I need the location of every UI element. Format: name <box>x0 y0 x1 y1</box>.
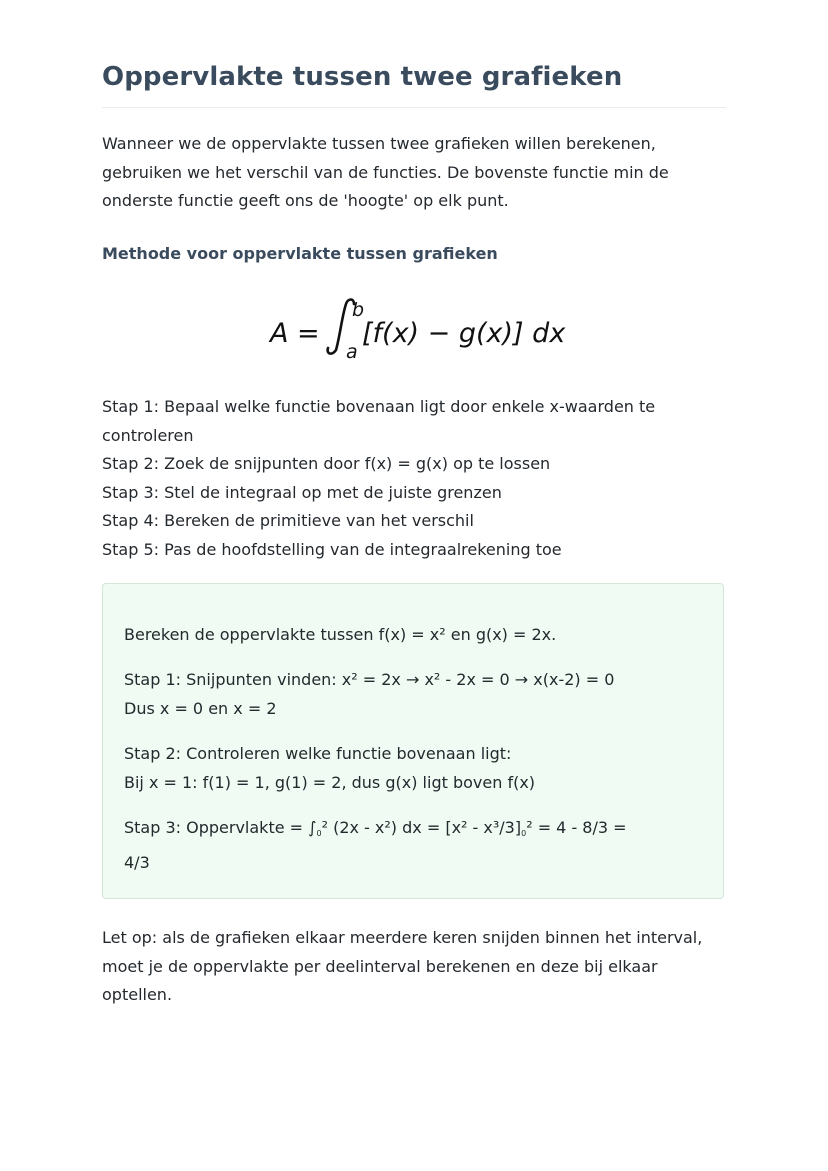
method-heading: Methode voor oppervlakte tussen grafieken <box>102 244 498 263</box>
example-intro: Bereken de oppervlakte tussen f(x) = x² en g(x) = 2x. <box>124 625 557 644</box>
example-step-1-line-2: Dus x = 0 en x = 2 <box>124 699 277 718</box>
step3-part-a: Stap 3: Oppervlakte = ∫ <box>124 818 317 837</box>
step3-lower-limit-1: 0 <box>316 829 322 838</box>
formula-lower-limit: a <box>346 341 358 363</box>
example-step-2 <box>124 739 704 797</box>
example-step-1 <box>124 665 704 723</box>
step-item: Stap 2: Zoek de snijpunten door f(x) = g(x) op te lossen <box>102 454 551 473</box>
step-item: Stap 1: Bepaal welke functie bovenaan ligt door enkele x-waarden te controleren <box>102 397 656 445</box>
example-step-3-line-2: 4/3 <box>124 853 150 872</box>
step-item: Stap 4: Bereken de primitieve van het verschil <box>102 511 474 530</box>
step3-part-c: ² = 4 - 8/3 = <box>526 818 627 837</box>
steps-list <box>102 393 726 564</box>
formula-integrand: [f(x) − g(x)] dx <box>362 318 566 349</box>
intro-paragraph: Wanneer we de oppervlakte tussen twee grafieken willen berekenen, gebruiken we het verschil van de functies. De bovenste functie min de onderste functie geeft ons de 'hoogte' op elk punt. <box>102 134 669 210</box>
page-title: Oppervlakte tussen twee grafieken <box>102 62 623 92</box>
formula-lhs: A = <box>270 318 320 349</box>
example-step-1-line-1: Stap 1: Snijpunten vinden: x² = 2x → x² - 2x = 0 → x(x-2) = 0 <box>124 670 615 689</box>
step3-part-b: ² (2x - x²) dx = [x² - x³/3] <box>321 818 522 837</box>
area-formula <box>262 296 582 366</box>
title-divider <box>102 107 726 108</box>
example-content <box>124 620 704 893</box>
example-step-3-line-1 <box>124 813 704 848</box>
step-item: Stap 5: Pas de hoofdstelling van de integraalrekening toe <box>102 539 562 559</box>
example-step-2-line-2: Bij x = 1: f(1) = 1, g(1) = 2, dus g(x) ligt boven f(x) <box>124 773 536 792</box>
step3-lower-limit-2: 0 <box>521 829 527 838</box>
formula-upper-limit: b <box>352 299 365 321</box>
note-paragraph: Let op: als de grafieken elkaar meerdere keren snijden binnen het interval, moet je de oppervlakte per deelinterval berekenen en deze bij elkaar optellen. <box>102 928 703 1004</box>
example-step-2-line-1: Stap 2: Controleren welke functie bovenaan ligt: <box>124 744 512 763</box>
example-box <box>102 583 724 899</box>
example-step-3 <box>124 813 704 877</box>
step-item: Stap 3: Stel de integraal op met de juiste grenzen <box>102 482 502 502</box>
